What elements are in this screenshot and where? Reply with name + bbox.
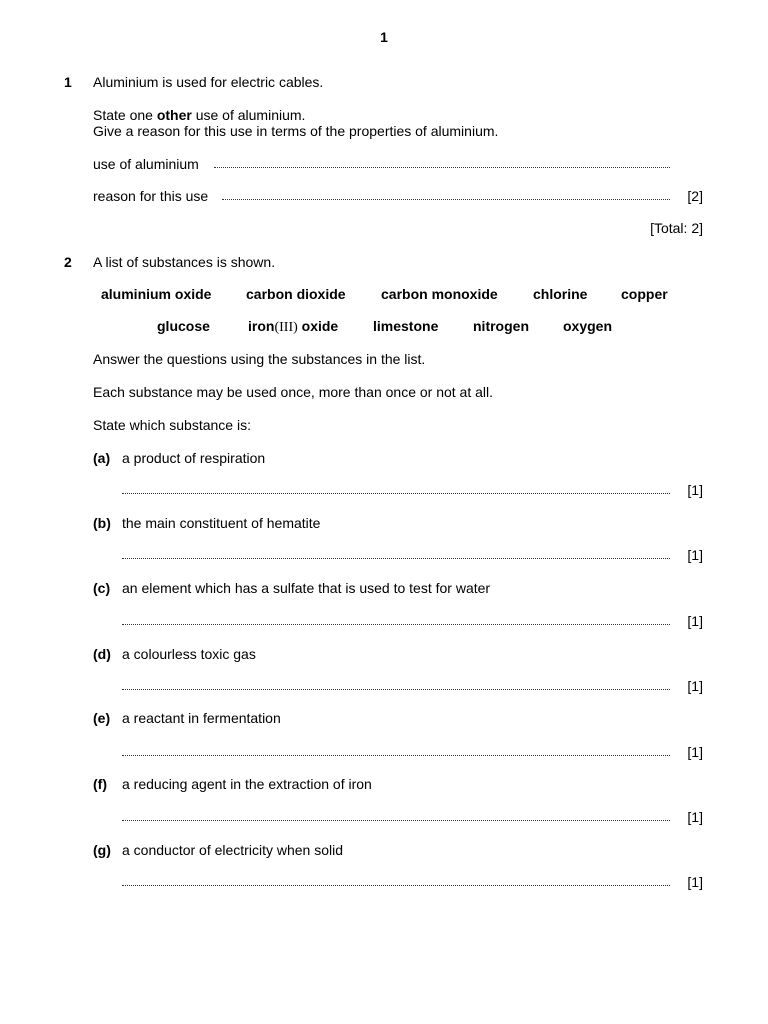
part-c-answer-line[interactable] bbox=[122, 624, 670, 625]
substance-copper: copper bbox=[621, 286, 668, 302]
part-g-text: a conductor of electricity when solid bbox=[122, 842, 343, 858]
part-b-label: (b) bbox=[93, 515, 111, 531]
substance-iron-iii-oxide bbox=[248, 318, 338, 336]
substance-limestone: limestone bbox=[373, 318, 439, 334]
part-d-text: a colourless toxic gas bbox=[122, 646, 256, 662]
instruction-emphasis: other bbox=[156, 107, 192, 123]
question-2-instruction-3: State which substance is: bbox=[93, 417, 251, 433]
question-2-number: 2 bbox=[64, 254, 72, 270]
reason-label: reason for this use bbox=[93, 188, 209, 204]
oxide-text: oxide bbox=[297, 318, 339, 334]
part-a-text: a product of respiration bbox=[122, 450, 266, 466]
part-e-marks: [1] bbox=[687, 744, 703, 760]
part-b-marks: [1] bbox=[687, 547, 703, 563]
instruction-post: use of aluminium. bbox=[191, 107, 306, 123]
question-2-intro: A list of substances is shown. bbox=[93, 254, 276, 270]
part-g-marks: [1] bbox=[687, 874, 703, 890]
part-e-answer-line[interactable] bbox=[122, 755, 670, 756]
part-f-answer-line[interactable] bbox=[122, 820, 670, 821]
part-d-marks: [1] bbox=[687, 678, 703, 694]
question-1-intro: Aluminium is used for electric cables. bbox=[93, 74, 324, 90]
part-a-label: (a) bbox=[93, 450, 111, 466]
substance-aluminium-oxide: aluminium oxide bbox=[101, 286, 212, 302]
part-a-answer-line[interactable] bbox=[122, 493, 670, 494]
use-of-aluminium-answer-line[interactable] bbox=[214, 167, 670, 168]
question-2-instruction-1: Answer the questions using the substances in the list. bbox=[93, 351, 426, 367]
part-d-answer-line[interactable] bbox=[122, 689, 670, 690]
substance-chlorine: chlorine bbox=[533, 286, 588, 302]
part-f-label: (f) bbox=[93, 776, 107, 792]
page-number: 1 bbox=[380, 29, 388, 45]
instruction-pre: State one bbox=[93, 107, 157, 123]
part-e-text: a reactant in fermentation bbox=[122, 710, 281, 726]
part-d-label: (d) bbox=[93, 646, 111, 662]
part-f-marks: [1] bbox=[687, 809, 703, 825]
question-1-total: [Total: 2] bbox=[650, 220, 703, 236]
part-f-text: a reducing agent in the extraction of iron bbox=[122, 776, 372, 792]
substance-glucose: glucose bbox=[157, 318, 210, 334]
question-2-instruction-2: Each substance may be used once, more than once or not at all. bbox=[93, 384, 494, 400]
substance-carbon-dioxide: carbon dioxide bbox=[246, 286, 346, 302]
substance-carbon-monoxide: carbon monoxide bbox=[381, 286, 498, 302]
reason-answer-line[interactable] bbox=[222, 199, 670, 200]
part-c-label: (c) bbox=[93, 580, 111, 596]
substance-nitrogen: nitrogen bbox=[473, 318, 529, 334]
question-1-number: 1 bbox=[64, 74, 72, 90]
question-1-instruction bbox=[93, 107, 305, 123]
part-g-label: (g) bbox=[93, 842, 111, 858]
part-b-text: the main constituent of hematite bbox=[122, 515, 321, 531]
substance-oxygen: oxygen bbox=[563, 318, 613, 334]
part-c-marks: [1] bbox=[687, 613, 703, 629]
iron-text: iron bbox=[248, 318, 275, 334]
part-e-label: (e) bbox=[93, 710, 111, 726]
part-a-marks: [1] bbox=[687, 482, 703, 498]
reason-marks: [2] bbox=[687, 188, 703, 204]
part-b-answer-line[interactable] bbox=[122, 558, 670, 559]
question-1-instruction-2: Give a reason for this use in terms of the properties of aluminium. bbox=[93, 123, 499, 139]
oxidation-state: (III) bbox=[274, 320, 298, 335]
part-c-text: an element which has a sulfate that is used to test for water bbox=[122, 580, 491, 596]
use-of-aluminium-label: use of aluminium bbox=[93, 156, 199, 172]
part-g-answer-line[interactable] bbox=[122, 885, 670, 886]
